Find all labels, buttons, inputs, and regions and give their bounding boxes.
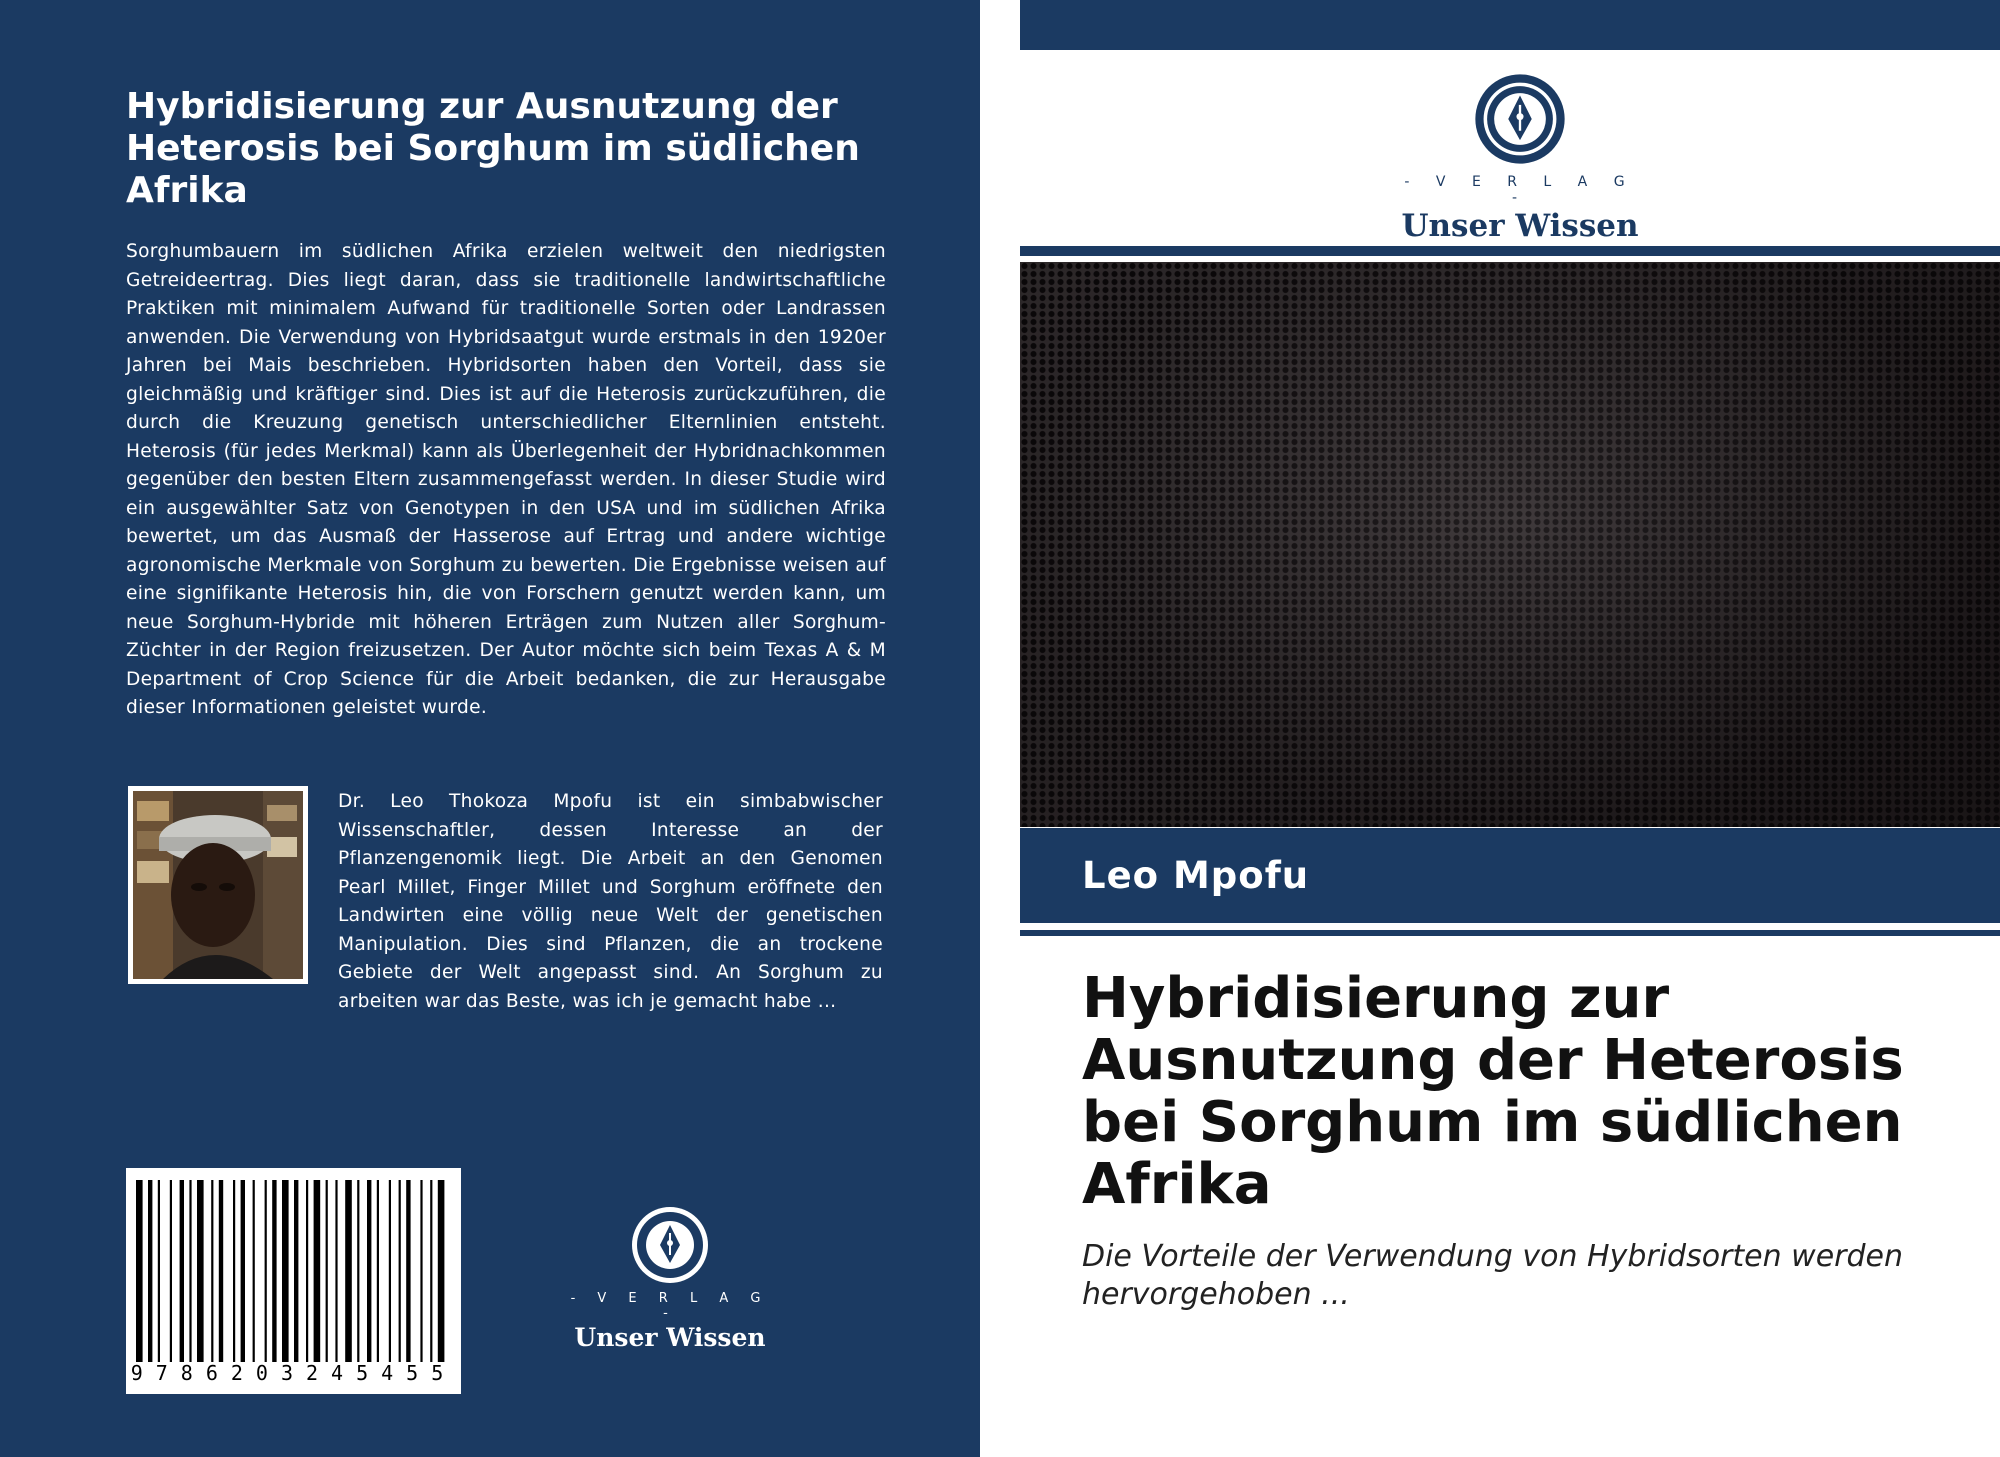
author-bio: Dr. Leo Thokoza Mpofu ist ein simbabwischer Wissenschaftler, dessen Interesse an der Pflanzengenomik liegt. Die Arbeit an den Genomen Pearl Millet, Finger Millet und Sorghum eröffnete den Landwirten eine völlig neue Welt der genetischen Manipulation. Dies sind Pflanzen, die an trockene Gebiete der Welt angepasst sind. An Sorghum zu arbeiten war das Beste, was ich je gemacht habe ...: [338, 791, 883, 1012]
isbn-barcode: [126, 1168, 461, 1394]
barcode-bar: [253, 1180, 255, 1366]
barcode-bar: [438, 1180, 445, 1366]
barcode-bar: [420, 1180, 422, 1366]
spine-gutter: [980, 0, 1020, 1457]
barcode-bar: [189, 1180, 191, 1366]
barcode-bar: [233, 1180, 235, 1366]
cover-texture-image: [1020, 262, 2000, 827]
barcode-bar: [389, 1180, 391, 1366]
publisher-name: Unser Wissen: [1401, 208, 1639, 244]
barcode-bar: [399, 1180, 401, 1366]
author-band: [1020, 828, 2000, 923]
front-publisher-logo: [1400, 72, 1640, 244]
barcode-bar: [377, 1180, 379, 1366]
barcode-bar: [345, 1180, 352, 1366]
back-cover: [0, 0, 980, 1457]
publisher-verlag-label: - V E R L A G -: [1404, 174, 1636, 206]
barcode-bar: [170, 1180, 172, 1366]
barcode-bar: [430, 1180, 432, 1366]
front-cover-title: Hybridisierung zur Ausnutzung der Heterosis bei Sorghum im südlichen Afrika: [1082, 966, 1904, 1217]
barcode-bar: [367, 1180, 371, 1366]
barcode-bar: [180, 1180, 184, 1366]
barcode-bar: [265, 1180, 267, 1366]
divider-rule: [1020, 930, 2000, 936]
barcode-bar: [314, 1180, 321, 1366]
author-portrait-icon: [133, 791, 303, 979]
barcode-bar: [406, 1180, 410, 1366]
barcode-bar: [211, 1180, 213, 1366]
barcode-bar: [357, 1180, 359, 1366]
author-photo: [128, 786, 308, 984]
front-author-name: Leo Mpofu: [1082, 854, 1310, 897]
barcode-bar: [241, 1180, 245, 1366]
barcode-bar: [326, 1180, 328, 1366]
front-top-bar: [1020, 0, 2000, 50]
barcode-bar: [219, 1180, 223, 1366]
back-publisher-logo: [560, 1205, 780, 1352]
back-cover-blurb: Sorghumbauern im südlichen Afrika erzielen weltweit den niedrigsten Getreideertrag. Dies liegt daran, dass sie traditionelle landwirtschaftliche Praktiken mit minimalem Aufwand für traditionelle Sorten oder Landrassen anwenden. Die Verwendung von Hybridsaatgut wurde erstmals in den 1920er Jahren bei Mais beschrieben. Hybridsorten haben den Vorteil, dass sie gleichmäßig und kräftiger sind. Dies ist auf die Heterosis zurückzuführen, die durch die Kreuzung genetisch unterschiedlicher Elternlinien entsteht. Heterosis (für jedes Merkmal) kann als Überlegenheit der Hybridnachkommen gegenüber den besten Eltern zusammengefasst werden. In dieser Studie wird ein ausgewählter Satz von Genotypen in den USA und im südlichen Afrika bewertet, um das Ausmaß der Hasserose auf Ertrag und andere wichtige agronomische Merkmale von Sorghum zu bewerten. Die Ergebnisse weisen auf eine signifikante Heterosis hin, die von Forschern genutzt werden kann, um neue Sorghum-Hybride mit höheren Erträgen zum Nutzen aller Sorghum-Züchter in der Region freizusetzen. Der Autor möchte sich beim Texas A & M Department of Crop Science für die Arbeit bedanken, die zur Herausgabe dieser Informationen geleistet wurde.: [126, 241, 886, 718]
barcode-bar: [148, 1180, 152, 1366]
barcode-bar: [306, 1180, 308, 1366]
barcode-bar: [282, 1180, 289, 1366]
front-cover: [1020, 0, 2000, 1457]
barcode-bar: [197, 1180, 204, 1366]
barcode-bar: [272, 1180, 276, 1366]
fountain-pen-nib-icon: [630, 1205, 710, 1285]
barcode-bar: [294, 1180, 298, 1366]
barcode-bar: [335, 1180, 337, 1366]
back-cover-title: Hybridisierung zur Ausnutzung der Heterosis bei Sorghum im südlichen Afrika: [126, 86, 860, 211]
isbn-number: 9786203245455: [126, 1362, 461, 1384]
barcode-bar: [158, 1180, 160, 1366]
barcode-bar: [136, 1180, 143, 1366]
publisher-verlag-label: - V E R L A G -: [570, 1291, 770, 1321]
fountain-pen-nib-icon: [1473, 72, 1567, 166]
divider-rule: [1020, 246, 2000, 256]
publisher-name: Unser Wissen: [574, 1323, 766, 1352]
front-cover-subtitle: Die Vorteile der Verwendung von Hybridsorten werden hervorgehoben ...: [1082, 1239, 1904, 1312]
